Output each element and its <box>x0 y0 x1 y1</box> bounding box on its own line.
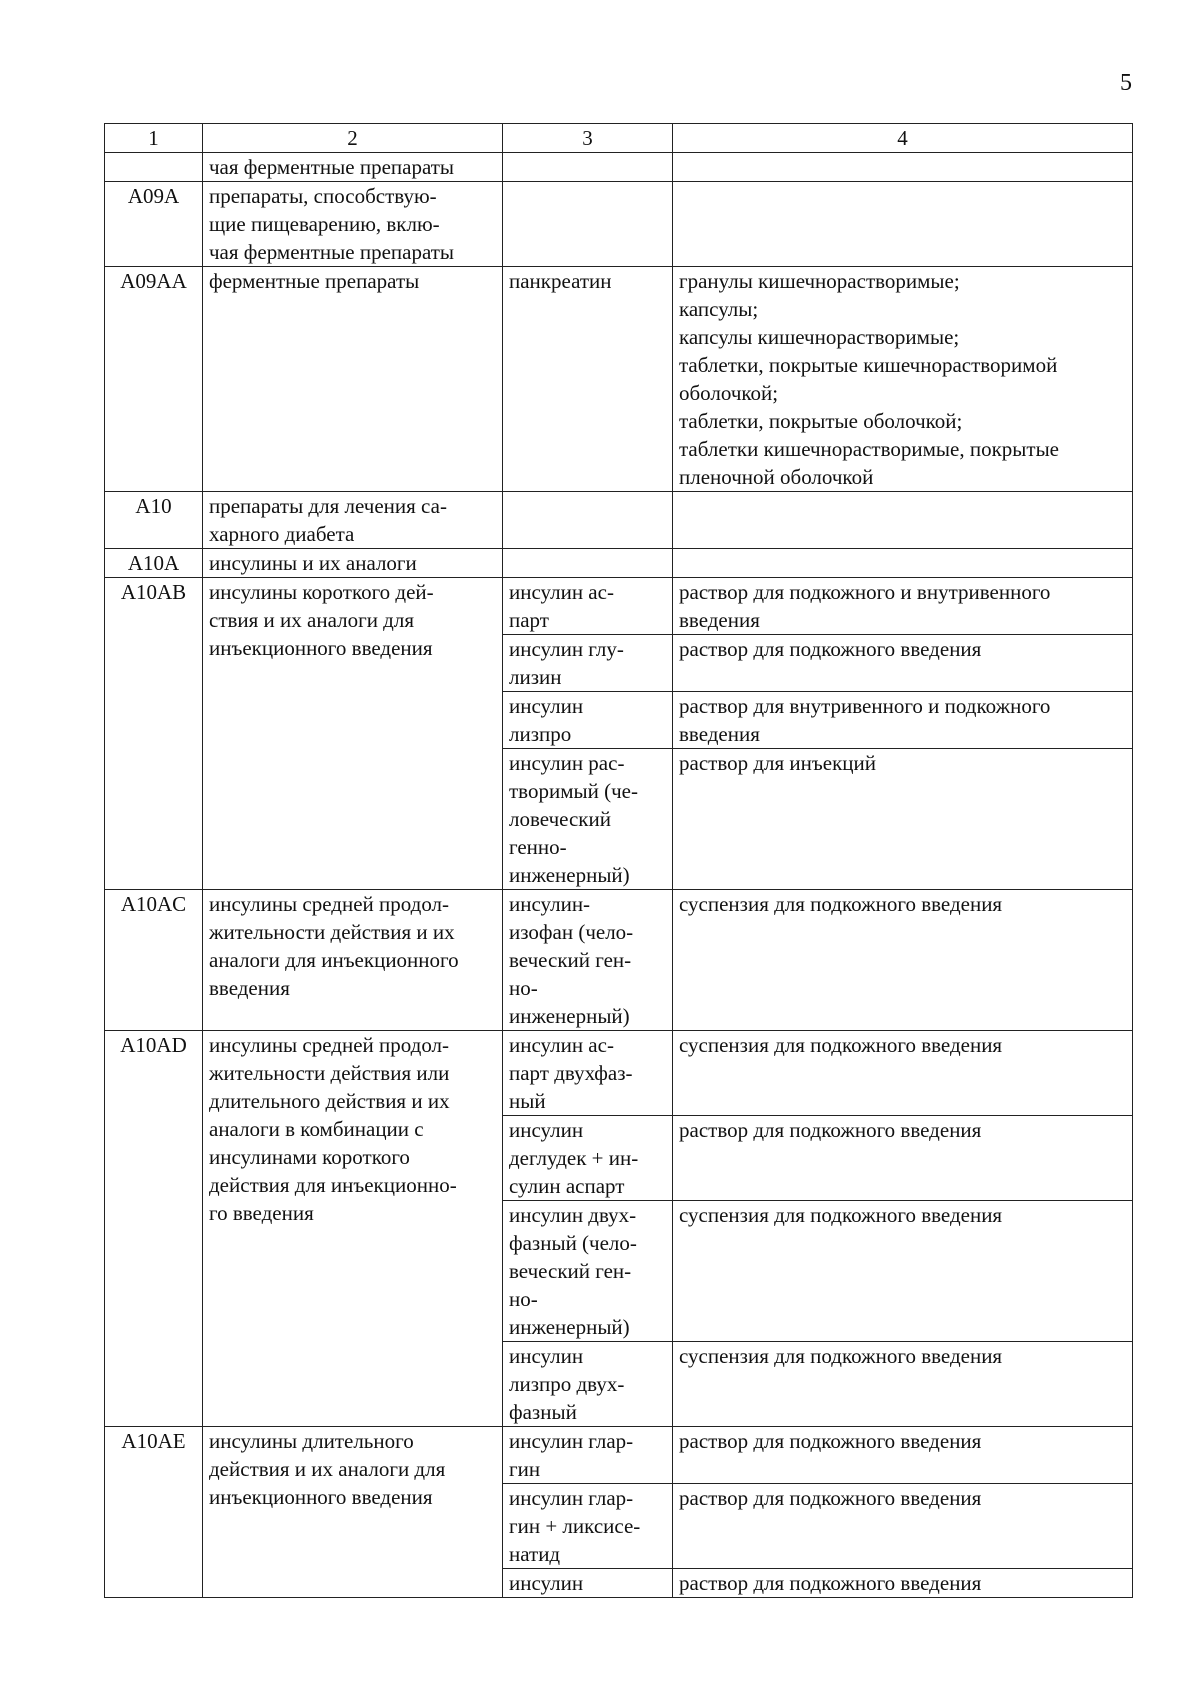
substance-cell: инсулин ас- парт двухфаз- ный <box>503 1031 673 1116</box>
substance-cell <box>503 153 673 182</box>
substance-cell: инсулин лизпро двух- фазный <box>503 1342 673 1427</box>
substance-cell: инсулин глар- гин <box>503 1427 673 1484</box>
forms-cell: суспензия для подкожного введения <box>673 1031 1133 1116</box>
table-row <box>105 578 1133 635</box>
forms-cell: раствор для подкожного введения <box>673 1116 1133 1201</box>
substance-cell: инсулин рас- творимый (че- ловеческий генно- инженерный) <box>503 749 673 890</box>
table-row <box>105 1031 1133 1116</box>
substance-cell: инсулин деглудек + ин- сулин аспарт <box>503 1116 673 1201</box>
forms-cell: суспензия для подкожного введения <box>673 890 1133 1031</box>
table-row <box>105 267 1133 492</box>
code-cell: A09AA <box>105 267 203 492</box>
group-name-cell: препараты для лечения са- харного диабета <box>203 492 503 549</box>
table-row <box>105 182 1133 267</box>
forms-cell: раствор для подкожного введения <box>673 635 1133 692</box>
forms-cell: раствор для внутривенного и подкожного введения <box>673 692 1133 749</box>
forms-cell: суспензия для подкожного введения <box>673 1201 1133 1342</box>
forms-cell: раствор для инъекций <box>673 749 1133 890</box>
code-cell: A10 <box>105 492 203 549</box>
forms-cell: суспензия для подкожного введения <box>673 1342 1133 1427</box>
forms-cell <box>673 492 1133 549</box>
group-name-cell: ферментные препараты <box>203 267 503 492</box>
forms-cell: раствор для подкожного введения <box>673 1427 1133 1484</box>
code-cell: A10AE <box>105 1427 203 1598</box>
drug-table <box>104 123 1133 1598</box>
group-name-cell: инсулины средней продол- жительности действия и их аналоги для инъекционного введения <box>203 890 503 1031</box>
substance-cell <box>503 182 673 267</box>
group-name-cell: чая ферментные препараты <box>203 153 503 182</box>
table-body <box>105 124 1133 1598</box>
substance-cell: инсулин ас- парт <box>503 578 673 635</box>
table-row <box>105 549 1133 578</box>
forms-cell <box>673 549 1133 578</box>
page-number: 5 <box>1120 70 1132 96</box>
code-cell <box>105 153 203 182</box>
group-name-cell: препараты, способствую- щие пищеварению, вклю- чая ферментные препараты <box>203 182 503 267</box>
header-row <box>105 124 1133 153</box>
substance-cell <box>503 549 673 578</box>
forms-cell: раствор для подкожного введения <box>673 1569 1133 1598</box>
table-row <box>105 492 1133 549</box>
table-row <box>105 1427 1133 1484</box>
header-cell: 4 <box>673 124 1133 153</box>
header-cell: 3 <box>503 124 673 153</box>
group-name-cell: инсулины и их аналоги <box>203 549 503 578</box>
group-name-cell: инсулины короткого дей- ствия и их аналоги для инъекционного введения <box>203 578 503 890</box>
substance-cell: инсулин двух- фазный (чело- веческий ген- но- инженерный) <box>503 1201 673 1342</box>
code-cell: A10AD <box>105 1031 203 1427</box>
group-name-cell: инсулины средней продол- жительности действия или длительного действия и их аналоги в комбинации с инсулинами короткого действия для инъекционно- го введения <box>203 1031 503 1427</box>
substance-cell: панкреатин <box>503 267 673 492</box>
substance-cell: инсулин- изофан (чело- веческий ген- но- инженерный) <box>503 890 673 1031</box>
forms-cell: гранулы кишечнорастворимые; капсулы; капсулы кишечнорастворимые; таблетки, покрытые кишечнорастворимой оболочкой; таблетки, покрытые оболочкой; таблетки кишечнорастворимые, покрытые пленочной оболочкой <box>673 267 1133 492</box>
table-row <box>105 890 1133 1031</box>
code-cell: A10AC <box>105 890 203 1031</box>
forms-cell <box>673 182 1133 267</box>
group-name-cell: инсулины длительного действия и их аналоги для инъекционного введения <box>203 1427 503 1598</box>
forms-cell: раствор для подкожного введения <box>673 1484 1133 1569</box>
code-cell: A10AB <box>105 578 203 890</box>
substance-cell: инсулин глар- гин + ликсисе- натид <box>503 1484 673 1569</box>
code-cell: A10A <box>105 549 203 578</box>
substance-cell: инсулин <box>503 1569 673 1598</box>
header-cell: 2 <box>203 124 503 153</box>
substance-cell <box>503 492 673 549</box>
continuation-row <box>105 153 1133 182</box>
forms-cell: раствор для подкожного и внутривенного введения <box>673 578 1133 635</box>
header-cell: 1 <box>105 124 203 153</box>
substance-cell: инсулин лизпро <box>503 692 673 749</box>
substance-cell: инсулин глу- лизин <box>503 635 673 692</box>
forms-cell <box>673 153 1133 182</box>
code-cell: A09A <box>105 182 203 267</box>
